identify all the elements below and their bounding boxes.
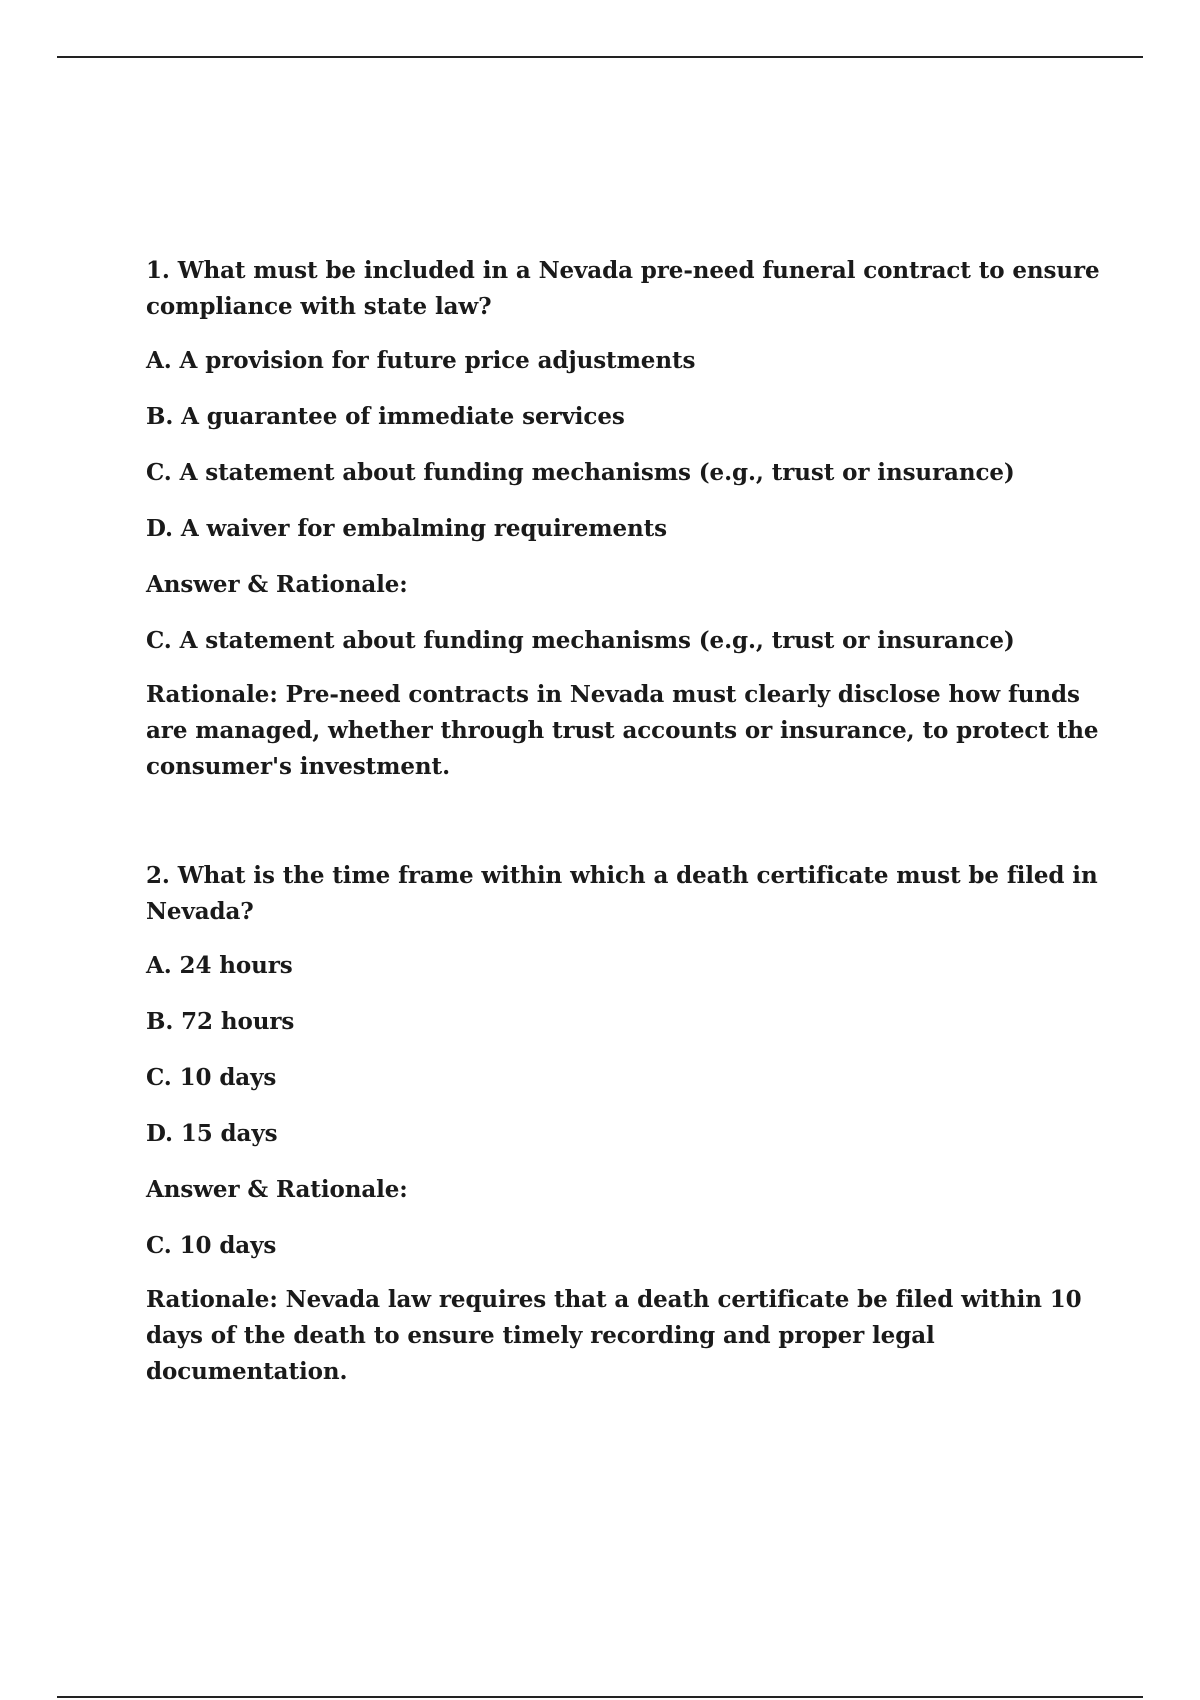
option-c: C. A statement about funding mechanisms (e.g., trust or insurance) xyxy=(146,459,1015,486)
option-d: D. A waiver for embalming requirements xyxy=(146,515,668,542)
option-c: C. 10 days xyxy=(146,1064,277,1091)
answer-label: Answer & Rationale: xyxy=(146,571,408,598)
answer-label: Answer & Rationale: xyxy=(146,1176,408,1203)
rationale-text: Rationale: Nevada law requires that a death certificate be filed within 10 days of the death to ensure timely recording and proper legal documentation. xyxy=(146,1286,1082,1385)
question-block-2 xyxy=(146,858,1106,1390)
option-b: B. 72 hours xyxy=(146,1008,295,1035)
document-body xyxy=(146,253,1106,1390)
correct-answer: C. 10 days xyxy=(146,1232,277,1259)
option-d: D. 15 days xyxy=(146,1120,278,1147)
option-a: A. A provision for future price adjustments xyxy=(146,347,696,374)
question-text: 1. What must be included in a Nevada pre-need funeral contract to ensure compliance with state law? xyxy=(146,257,1100,320)
rationale-text: Rationale: Pre-need contracts in Nevada must clearly disclose how funds are managed, whether through trust accounts or insurance, to protect the consumer's investment. xyxy=(146,681,1099,780)
correct-answer: C. A statement about funding mechanisms (e.g., trust or insurance) xyxy=(146,627,1015,654)
bottom-rule xyxy=(57,1696,1143,1698)
question-text: 2. What is the time frame within which a death certificate must be filed in Nevada? xyxy=(146,862,1098,925)
option-b: B. A guarantee of immediate services xyxy=(146,403,625,430)
top-rule xyxy=(57,56,1143,58)
question-block-1 xyxy=(146,253,1106,785)
option-a: A. 24 hours xyxy=(146,952,293,979)
